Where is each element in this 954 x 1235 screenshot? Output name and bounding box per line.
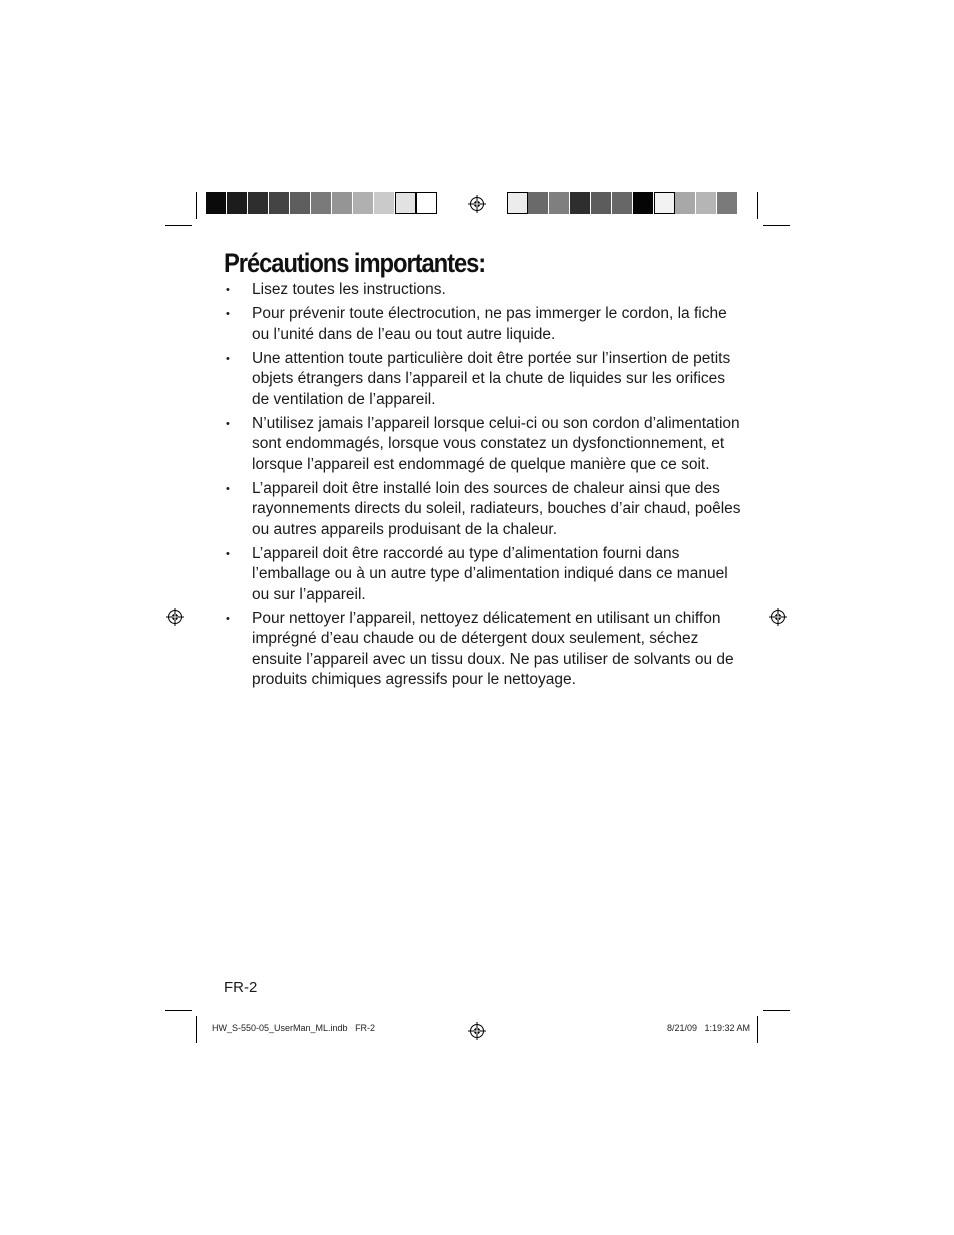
registration-mark-right-icon: [769, 608, 787, 626]
crop-mark-top-left-v: [196, 192, 197, 219]
list-item: • Pour nettoyer l’appareil, nettoyez délicatement en utilisant un chiffon imprégné d’eau chaude ou de détergent doux seulement, séchez ensuite l’appareil avec un tissu doux. Ne pas utiliser de solvants ou de produits chimiques agressifs pour le nettoyage.: [226, 609, 734, 688]
grayscale-bar-left: [206, 192, 437, 214]
color-swatch: [269, 192, 290, 214]
color-swatch: [206, 192, 227, 214]
crop-mark-bottom-left-v: [196, 1016, 197, 1043]
color-swatch: [374, 192, 395, 214]
bullet-glyph: •: [226, 352, 230, 365]
color-swatch: [332, 192, 353, 214]
color-swatch: [507, 192, 528, 214]
color-swatch: [675, 192, 696, 214]
bullet-glyph: •: [226, 612, 230, 625]
color-swatch: [654, 192, 675, 214]
list-item: • Une attention toute particulière doit être portée sur l’insertion de petits objets étrangers dans l’appareil et la chute de liquides sur les orifices de ventilation de l’appareil.: [226, 349, 731, 408]
color-swatch: [353, 192, 374, 214]
page-number: FR-2: [224, 979, 258, 996]
precautions-list: [224, 280, 744, 694]
crop-mark-bottom-left-h: [165, 1010, 192, 1011]
color-swatch: [591, 192, 612, 214]
color-swatch: [227, 192, 248, 214]
crop-mark-top-right-v: [757, 192, 758, 219]
color-swatch: [416, 192, 437, 214]
bullet-glyph: •: [226, 482, 230, 495]
bullet-glyph: •: [226, 284, 230, 296]
crop-mark-top-right-h: [763, 225, 790, 226]
crop-mark-bottom-right-h: [763, 1010, 790, 1011]
registration-mark-bottom-icon: [468, 1022, 486, 1040]
list-item: • Lisez toutes les instructions.: [224, 280, 744, 301]
crop-mark-top-left-h: [165, 225, 192, 226]
color-swatch: [395, 192, 416, 214]
list-item: • N’utilisez jamais l’appareil lorsque celui-ci ou son cordon d’alimentation sont endommagés, lorsque vous constatez un dysfonctionnement, et lorsque l’appareil est endommagé de quelque manière que ce soit.: [226, 414, 740, 473]
color-swatch: [311, 192, 332, 214]
color-swatch: [549, 192, 570, 214]
list-item: • Pour prévenir toute électrocution, ne pas immerger le cordon, la fiche ou l’unité dans de l’eau ou tout autre liquide.: [226, 305, 727, 343]
registration-mark-top-icon: [468, 195, 486, 213]
color-swatch: [290, 192, 311, 214]
list-item: • L’appareil doit être installé loin des sources de chaleur ainsi que des rayonnements directs du soleil, radiateurs, bouches d’air chaud, poêles ou autres appareils produisant de la chaleur.: [226, 479, 741, 538]
bullet-glyph: •: [226, 547, 230, 560]
color-swatch: [696, 192, 717, 214]
registration-mark-left-icon: [166, 608, 184, 626]
color-swatch: [717, 192, 738, 214]
color-swatch: [528, 192, 549, 214]
list-item: • L’appareil doit être raccordé au type d’alimentation fourni dans l’emballage ou à un autre type d’alimentation indiqué dans ce manuel ou sur l’appareil.: [226, 544, 728, 603]
color-swatch: [570, 192, 591, 214]
color-swatch: [633, 192, 654, 214]
crop-mark-bottom-right-v: [757, 1016, 758, 1043]
slug-timestamp: 8/21/09 1:19:32 AM: [666, 1023, 750, 1033]
color-swatch: [248, 192, 269, 214]
grayscale-bar-right: [507, 192, 738, 214]
bullet-glyph: •: [226, 417, 230, 430]
color-swatch: [612, 192, 633, 214]
bullet-glyph: •: [226, 308, 230, 320]
slug-file-info: HW_S-550-05_UserMan_ML.indb FR-2: [212, 1023, 376, 1033]
page-title: Précautions importantes:: [224, 248, 486, 278]
